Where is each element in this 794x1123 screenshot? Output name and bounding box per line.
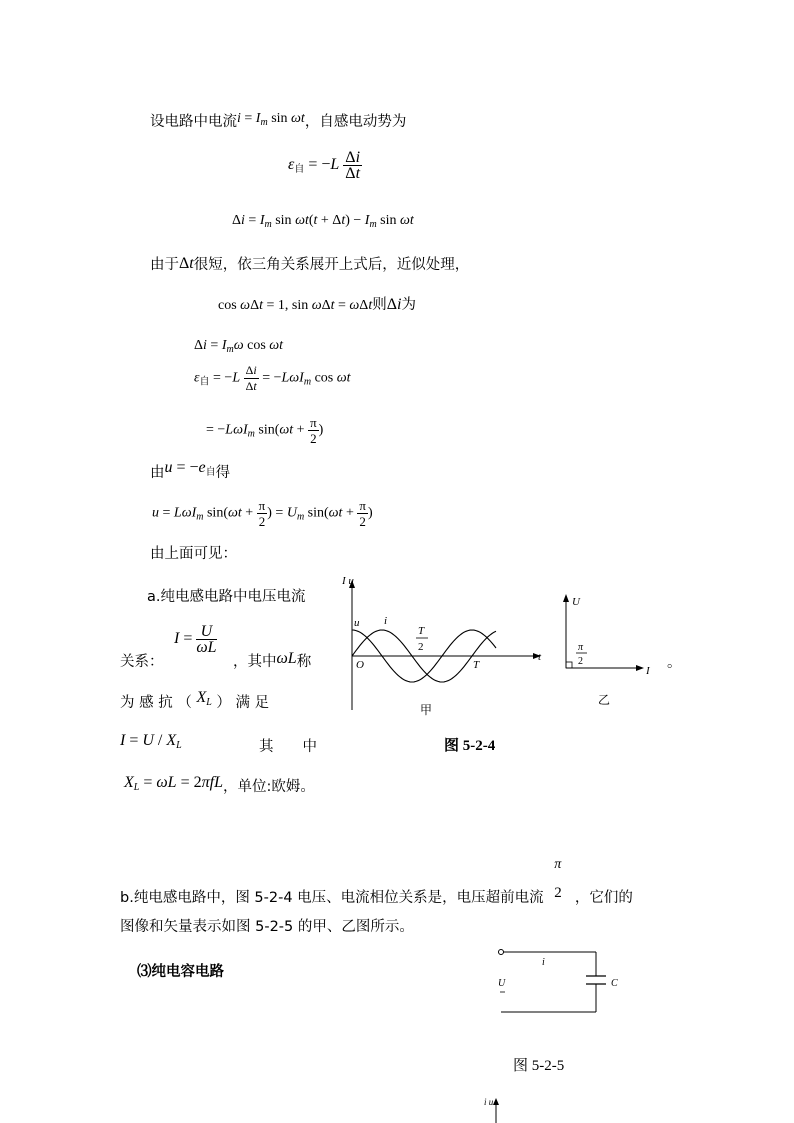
text: 设电路中电流 xyxy=(150,114,237,130)
pi: π xyxy=(310,415,317,430)
vector-label-U: U xyxy=(572,596,580,608)
figure-5-2-4-graph xyxy=(336,570,556,720)
formula-pi-2 xyxy=(548,857,570,902)
two: 2 xyxy=(258,514,266,529)
figure-caption-5-2-5: 图 5-2-5 xyxy=(513,1058,565,1074)
circuit-label-C: C xyxy=(611,978,618,989)
text: 为 xyxy=(401,297,416,313)
sub-zi: 自 xyxy=(199,376,210,388)
text-line-5: 由上面可见： xyxy=(150,546,237,562)
section-heading-capacitor: ⑶纯电容电路 xyxy=(137,964,224,980)
delta-i: Δi xyxy=(386,296,402,313)
formula-emf: ε自 = −L $\frac{\Delta i}{\Delta t}$ xyxy=(288,149,361,182)
formula-XL: $X_L = \omega L = 2\pi fL$ xyxy=(124,774,223,793)
text: ） 满 足 xyxy=(216,695,270,711)
origin-label: O xyxy=(356,659,364,671)
text-b2: 图像和矢量表示如图 5-2-5 的甲、乙图所示。 xyxy=(120,919,414,935)
figure-label-yi: 乙 xyxy=(598,693,611,707)
text-a1: a.纯电感电路中电压电流 xyxy=(147,589,306,605)
text-a2 xyxy=(120,653,164,671)
formula-emf-3: = −LωI$_m$ sin(ωt + $\frac{\pi}{2}$ ) xyxy=(206,415,324,446)
formula-u-e: u = −e自 xyxy=(164,459,216,478)
two: 2 xyxy=(310,431,317,446)
text: ，其中 xyxy=(233,654,277,670)
figure-label-jia: 甲 xyxy=(420,703,433,717)
axis-label-Iu: I u xyxy=(342,575,354,587)
text: 则 xyxy=(372,297,387,313)
delta-t: Δt xyxy=(179,255,194,272)
text-b1 xyxy=(120,857,633,907)
formula-emf-2: $\varepsilon_自 = -L$ $\frac{\Delta i}{\Delta t}$ = −LωI$_m$ cos ωt xyxy=(194,363,351,393)
two: 2 xyxy=(359,514,366,529)
figure-5-2-5-circuit xyxy=(490,942,630,1022)
text-a3 xyxy=(120,689,270,717)
sub-zi: 自 xyxy=(205,467,216,478)
half-period-den: 2 xyxy=(418,641,424,653)
figure-next-axis xyxy=(482,1093,512,1123)
axis-label-iu: i u xyxy=(484,1097,494,1107)
text-a2b xyxy=(233,650,312,671)
text-line-2 xyxy=(150,256,469,274)
figure-caption-5-2-4: 图 5-2-4 xyxy=(444,738,496,754)
two: 2 xyxy=(554,885,562,901)
text-a5 xyxy=(124,774,315,801)
vector-label-I: I xyxy=(646,665,650,677)
angle-pi: π xyxy=(578,642,584,653)
text-line-4 xyxy=(150,459,231,487)
circuit-label-U: U xyxy=(498,978,506,989)
text: 由于 xyxy=(150,257,179,273)
text: 关系： xyxy=(120,654,164,670)
axis-label-t: t xyxy=(538,651,542,663)
XL: $X_L$ xyxy=(196,689,212,708)
text: 由 xyxy=(150,465,165,481)
text-line-3 xyxy=(218,296,416,315)
formula-u: u = LωI$_m$ sin(ωt + $\frac{\pi}{2}$ ) = $U_m$ sin(ωt + $\frac{\pi}{2}$ ) xyxy=(152,498,373,529)
formula-current: $i = I_m$ sin ωt xyxy=(237,111,305,128)
sub-zi: 自 xyxy=(294,164,305,176)
text: 为 感 抗 （ xyxy=(120,695,192,711)
period-label: T xyxy=(473,659,480,671)
formula-I-U-wL: I = $\frac{U}{\omega L}$ xyxy=(174,623,217,656)
circuit-label-i: i xyxy=(542,957,545,968)
text: 得 xyxy=(215,465,231,481)
text: b.纯电感电路中，图 5-2-4 电压、电流相位关系是，电压超前电流 xyxy=(120,890,544,906)
formula-delta-i: $\Delta i = I_m$ $\sin \omega t(t + \Delta t) - I_m$ sin ωt xyxy=(232,213,414,230)
text: 很短，依三角关系展开上式后，近似处理， xyxy=(193,257,470,273)
text-line-1 xyxy=(150,113,406,136)
half-period-num: T xyxy=(418,625,425,637)
pi: π xyxy=(359,498,366,513)
text: ，它们的 xyxy=(574,890,633,906)
text: ，自感电动势为 xyxy=(304,114,407,130)
formula-approx: cos ωΔt = 1, sin ωΔt = ωΔt xyxy=(218,298,373,313)
wL: ωL xyxy=(276,650,297,667)
pi: π xyxy=(554,857,562,872)
curve-label-u: u xyxy=(354,617,360,629)
pi: π xyxy=(258,498,266,513)
curve-label-i: i xyxy=(384,615,388,627)
text-a4: 其 中 xyxy=(259,739,317,755)
angle-two: 2 xyxy=(578,656,583,667)
figure-5-2-4-vector xyxy=(556,588,666,678)
formula-I-U-XL: $I = U / X_L$ xyxy=(120,732,182,751)
text: ，单位:欧姆。 xyxy=(222,779,315,795)
text: 称 xyxy=(296,654,312,670)
trailing-mark: 。 xyxy=(667,655,682,671)
formula-delta-i-approx: $\Delta i = I_m\omega$ cos ωt xyxy=(194,338,284,355)
